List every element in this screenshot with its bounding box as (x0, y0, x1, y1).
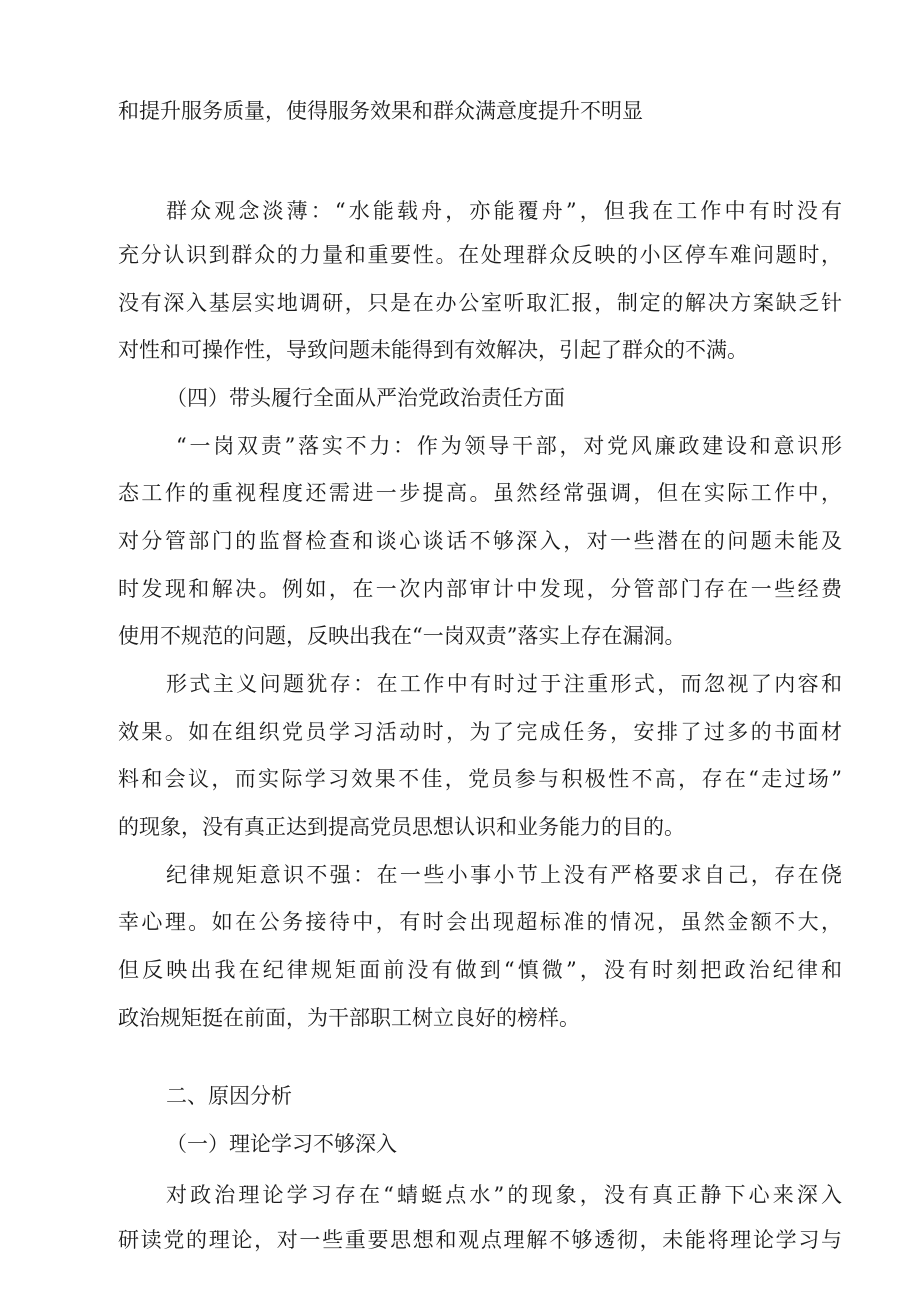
paragraph-line: “一岗双责”落实不力：作为领导干部，对党风廉政建设和意识形 (176, 434, 842, 458)
paragraph-line: 纪律规矩意识不强：在一些小事小节上没有严格要求自己，存在侥 (166, 863, 842, 887)
paragraph-line: 研读党的理论，对一些重要思想和观点理解不够透彻，未能将理论学习与 (118, 1228, 842, 1252)
subsection-heading: （一）理论学习不够深入 (166, 1132, 397, 1156)
paragraph-line: 对政治理论学习存在“蜻蜓点水”的现象，没有真正静下心来深入 (166, 1183, 842, 1207)
paragraph-line: 和提升服务质量，使得服务效果和群众满意度提升不明显 (118, 99, 643, 123)
paragraph-line: 没有深入基层实地调研，只是在办公室听取汇报，制定的解决方案缺乏针 (118, 291, 842, 315)
paragraph-line: 料和会议，而实际学习效果不佳，党员参与积极性不高，存在“走过场” (118, 767, 842, 791)
paragraph-line: 效果。如在组织党员学习活动时，为了完成任务，安排了过多的书面材 (118, 720, 842, 744)
paragraph-line: 态工作的重视程度还需进一步提高。虽然经常强调，但在实际工作中， (118, 481, 842, 505)
paragraph-line: 政治规矩挺在前面，为干部职工树立良好的榜样。 (118, 1006, 580, 1030)
paragraph-line: 对分管部门的监督检查和谈心谈话不够深入，对一些潜在的问题未能及 (118, 529, 842, 553)
paragraph-line: 群众观念淡薄：“水能载舟，亦能覆舟”，但我在工作中有时没有 (166, 199, 842, 223)
section-heading: 二、原因分析 (166, 1084, 292, 1108)
paragraph-line: 的现象，没有真正达到提高党员思想认识和业务能力的目的。 (118, 815, 685, 839)
section-heading: （四）带头履行全面从严治党政治责任方面 (166, 386, 565, 410)
paragraph-line: 时发现和解决。例如，在一次内部审计中发现，分管部门存在一些经费 (118, 577, 842, 601)
paragraph-line: 对性和可操作性，导致问题未能得到有效解决，引起了群众的不满。 (118, 338, 748, 362)
paragraph-line: 形式主义问题犹存：在工作中有时过于注重形式，而忽视了内容和 (166, 672, 842, 696)
paragraph-line: 但反映出我在纪律规矩面前没有做到“慎微”，没有时刻把政治纪律和 (118, 958, 842, 982)
paragraph-line: 充分认识到群众的力量和重要性。在处理群众反映的小区停车难问题时， (118, 243, 842, 267)
paragraph-line: 幸心理。如在公务接待中，有时会出现超标准的情况，虽然金额不大， (118, 910, 842, 934)
paragraph-line: 使用不规范的问题，反映出我在“一岗双责”落实上存在漏洞。 (118, 624, 686, 648)
